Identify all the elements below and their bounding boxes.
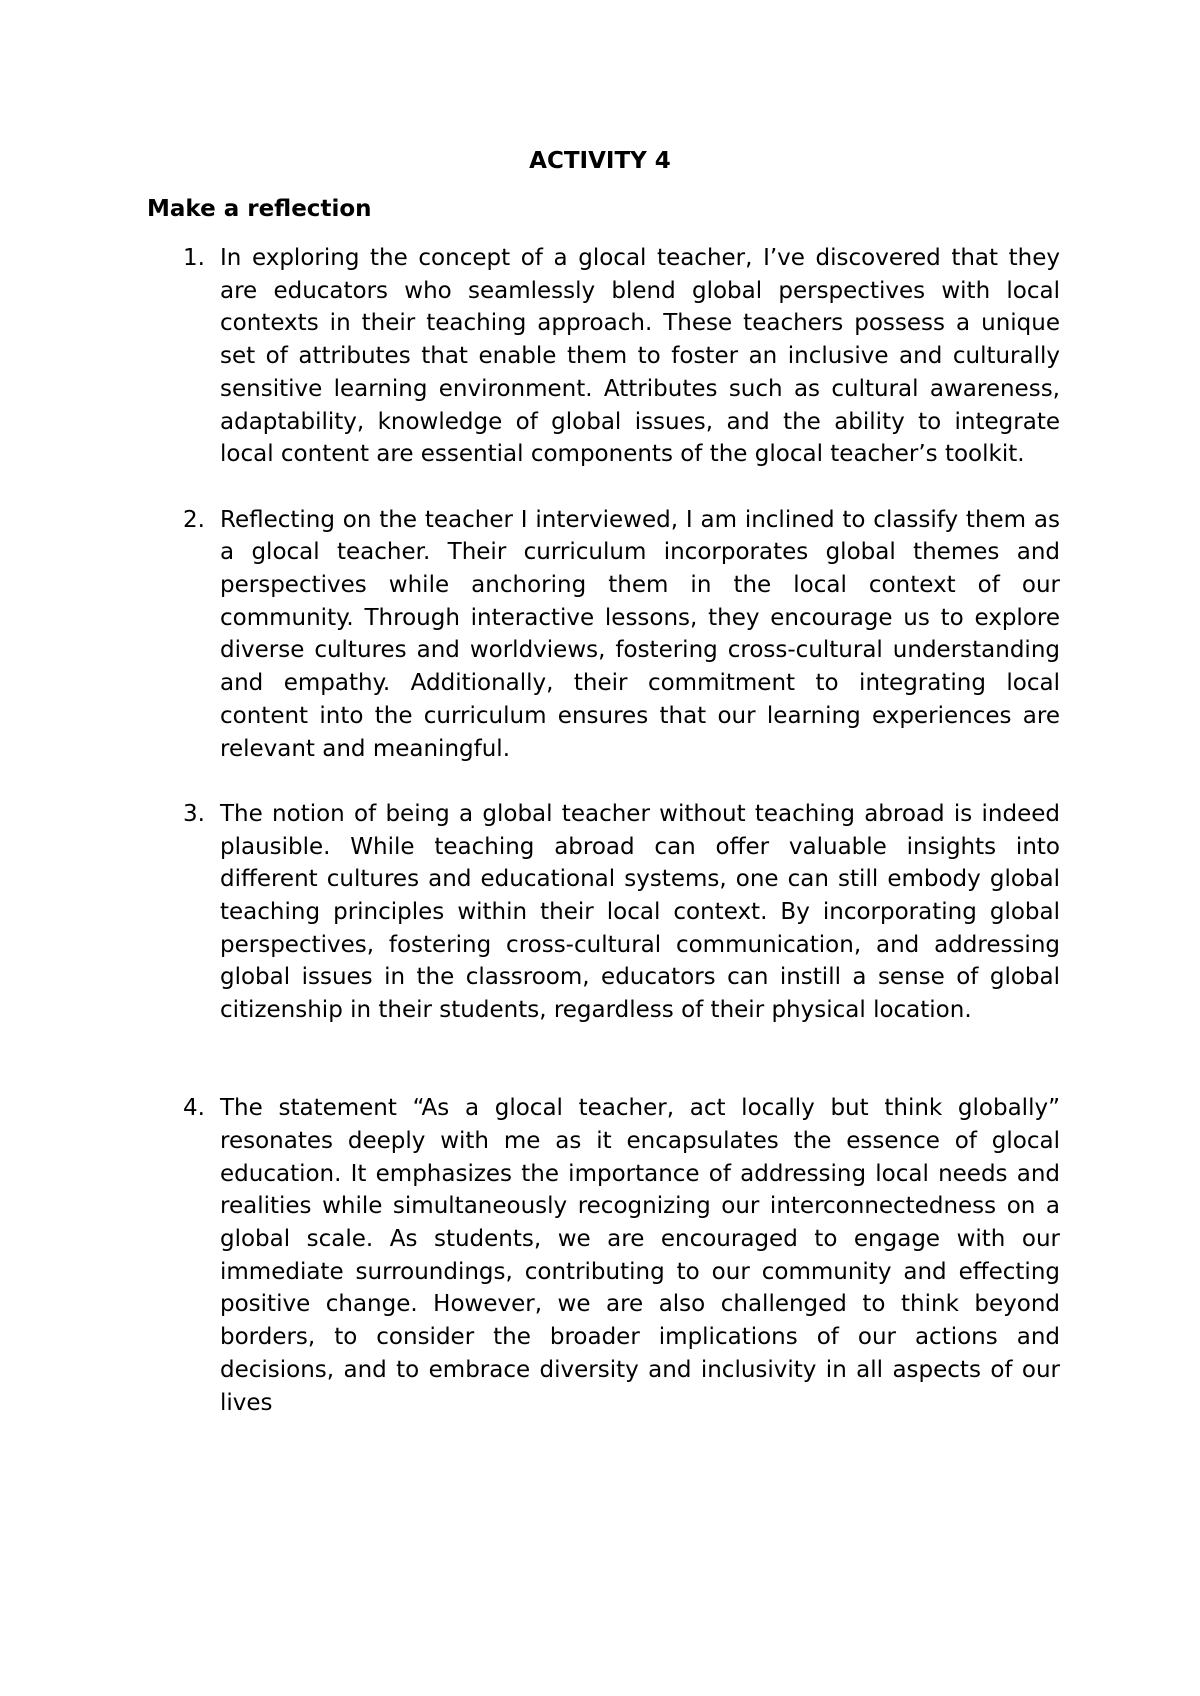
page-title: ACTIVITY 4 bbox=[529, 148, 671, 174]
section-heading: Make a reflection bbox=[147, 196, 372, 222]
list-item bbox=[147, 242, 1060, 471]
list-item-text: In exploring the concept of a glocal teacher, I’ve discovered that they are educators who seamlessly blend global perspectives with local contexts in their teaching approach. These teachers possess a unique set of attributes that enable them to foster an inclusive and culturally sensitive learning environment. Attributes such as cultural awareness, adaptability, knowledge of global issues, and the ability to integrate local content are essential components of the glocal teacher’s toolkit. bbox=[220, 245, 1060, 468]
list-item-number: 2. bbox=[183, 506, 205, 533]
list-item-text: Reflecting on the teacher I interviewed, I am inclined to classify them as a glocal teacher. Their curriculum incorporates global themes and perspectives while anchoring them in the local context of our community. Through interactive lessons, they encourage us to explore diverse cultures and worldviews, fostering cross-cultural understanding and empathy. Additionally, their commitment to integrating local content into the curriculum ensures that our learning experiences are relevant and meaningful. bbox=[220, 506, 1060, 762]
list-item-number: 3. bbox=[183, 800, 205, 827]
list-item bbox=[147, 1092, 1060, 1419]
reflection-list bbox=[147, 242, 1060, 1419]
list-item bbox=[147, 798, 1060, 1027]
list-item-text: The notion of being a global teacher without teaching abroad is indeed plausible. While teaching abroad can offer valuable insights into different cultures and educational systems, one can still embody global teaching principles within their local context. By incorporating global perspectives, fostering cross-cultural communication, and addressing global issues in the classroom, educators can instill a sense of global citizenship in their students, regardless of their physical location. bbox=[220, 800, 1060, 1024]
list-item-number: 1. bbox=[183, 245, 205, 271]
list-item bbox=[147, 504, 1060, 766]
list-item-text: The statement “As a glocal teacher, act locally but think globally” resonates deeply with me as it encapsulates the essence of glocal education. It emphasizes the importance of addressing local needs and realities while simultaneously recognizing our interconnectedness on a global scale. As students, we are encouraged to engage with our immediate surroundings, contributing to our community and effecting positive change. However, we are also challenged to think beyond borders, to consider the broader implications of our actions and decisions, and to embrace diversity and inclusivity in all aspects of our lives bbox=[220, 1095, 1060, 1416]
list-item-number: 4. bbox=[183, 1095, 205, 1122]
